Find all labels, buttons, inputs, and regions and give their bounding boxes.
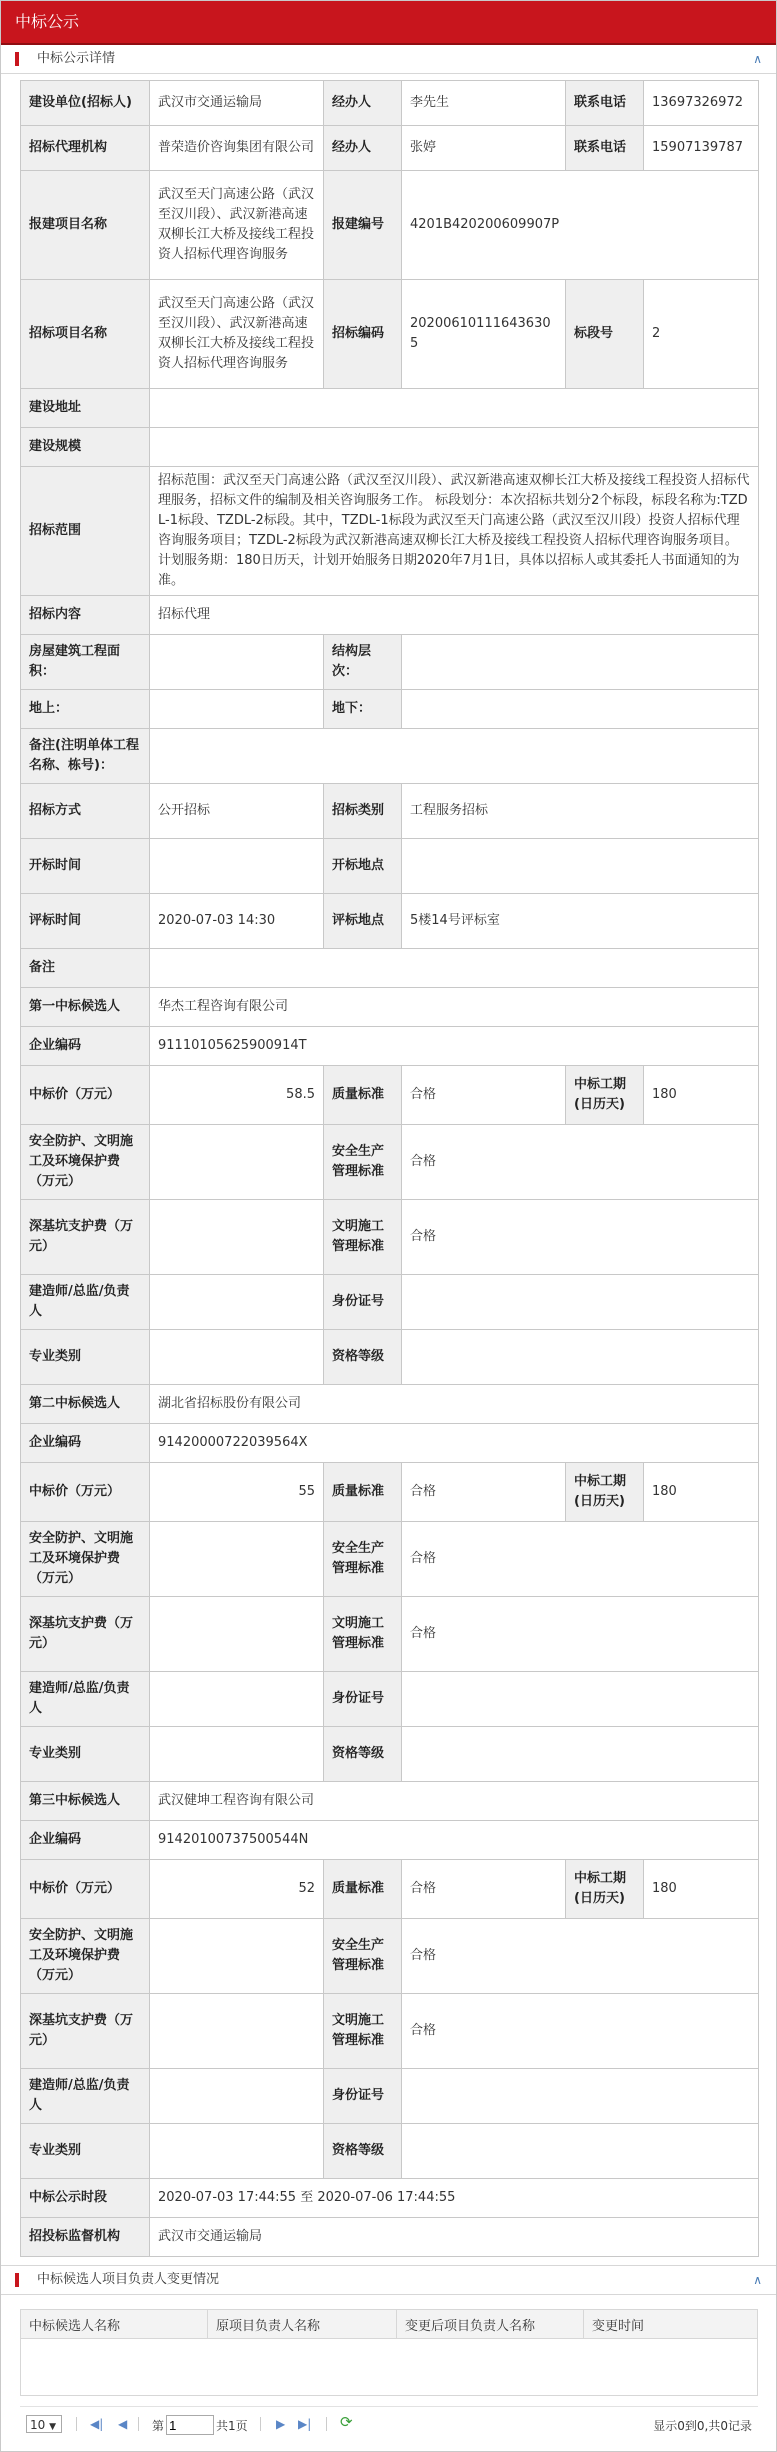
field-label: 资格等级 [324, 1330, 402, 1385]
field-value: 2020-07-03 17:44:55 至 2020-07-06 17:44:55 [150, 2179, 759, 2218]
field-label: 企业编码 [21, 1424, 150, 1463]
field-value: 4201B420200609907P [402, 171, 759, 280]
change-table [20, 2309, 758, 2396]
field-label: 资格等级 [324, 1727, 402, 1782]
pagination-bar [20, 2406, 758, 2443]
field-label: 企业编码 [21, 1027, 150, 1066]
table-row [21, 428, 759, 467]
field-label: 经办人 [324, 81, 402, 126]
field-label: 质量标准 [324, 1860, 402, 1919]
table-row [21, 839, 759, 894]
candidate-row [21, 1597, 759, 1672]
chevron-up-icon[interactable]: ∧ [753, 2273, 762, 2287]
page-number-input[interactable] [166, 2415, 214, 2435]
field-label: 建造师/总监/负责人 [21, 1275, 150, 1330]
field-label: 中标价（万元） [21, 1860, 150, 1919]
bid-price: 52 [150, 1860, 324, 1919]
candidate-title: 第三中标候选人 [21, 1782, 150, 1821]
field-label: 安全生产管理标准 [324, 1919, 402, 1994]
field-label: 招标内容 [21, 596, 150, 635]
field-value [150, 839, 324, 894]
field-label: 身份证号 [324, 2069, 402, 2124]
field-label: 标段号 [566, 280, 644, 389]
field-value [150, 1994, 324, 2069]
field-value: 张婷 [402, 126, 566, 171]
candidate-name: 武汉健坤工程咨询有限公司 [150, 1782, 759, 1821]
column-header[interactable]: 中标候选人名称 [21, 2310, 208, 2339]
candidate-row [21, 1727, 759, 1782]
field-label: 资格等级 [324, 2124, 402, 2179]
quality-standard: 合格 [402, 1463, 566, 1522]
field-value [402, 1275, 759, 1330]
section-header-detail [1, 45, 776, 74]
field-value: 15907139787 [644, 126, 759, 171]
field-value: 工程服务招标 [402, 784, 759, 839]
field-label: 深基坑支护费（万元） [21, 1597, 150, 1672]
field-value [150, 729, 759, 784]
field-value [402, 690, 759, 729]
field-label: 质量标准 [324, 1463, 402, 1522]
section-title: 中标公示详情 [37, 51, 116, 66]
field-label: 安全防护、文明施工及环境保护费（万元） [21, 1125, 150, 1200]
section-header-changes [1, 2265, 776, 2295]
field-label: 招标编码 [324, 280, 402, 389]
records-summary: 显示0到0,共0记录 [653, 2419, 752, 2433]
page-size-select[interactable] [26, 2415, 62, 2433]
field-value [150, 1330, 324, 1385]
column-header[interactable]: 原项目负责人名称 [208, 2310, 397, 2339]
candidate-title: 第一中标候选人 [21, 988, 150, 1027]
page-prefix: 第 [152, 2419, 165, 2433]
field-value: 招标代理 [150, 596, 759, 635]
section-title: 中标候选人项目负责人变更情况 [37, 2272, 220, 2287]
field-label: 经办人 [324, 126, 402, 171]
field-label: 文明施工管理标准 [324, 1994, 402, 2069]
table-row [21, 596, 759, 635]
last-page-icon[interactable]: ▶| [298, 2417, 312, 2431]
field-label: 中标价（万元） [21, 1463, 150, 1522]
candidate-row [21, 1275, 759, 1330]
field-value: 公开招标 [150, 784, 324, 839]
page-size-value: 10 [30, 2418, 46, 2432]
field-value [150, 1200, 324, 1275]
candidate-row [21, 1027, 759, 1066]
field-value [150, 1919, 324, 1994]
bid-period: 180 [644, 1860, 759, 1919]
field-label: 文明施工管理标准 [324, 1200, 402, 1275]
field-value: 普荣造价咨询集团有限公司 [150, 126, 324, 171]
bid-period: 180 [644, 1066, 759, 1125]
previous-page-icon[interactable]: ◀ [118, 2417, 128, 2431]
field-label: 安全生产管理标准 [324, 1522, 402, 1597]
field-value [402, 2069, 759, 2124]
field-value [402, 2124, 759, 2179]
field-value: 2020-07-03 14:30 [150, 894, 324, 949]
column-header[interactable]: 变更后项目负责人名称 [397, 2310, 584, 2339]
candidate-row [21, 1672, 759, 1727]
field-label: 报建项目名称 [21, 171, 150, 280]
candidate-row [21, 2069, 759, 2124]
field-value [150, 949, 759, 988]
field-value: 武汉至天门高速公路（武汉至汉川段）、武汉新港高速双柳长江大桥及接线工程投资人招标代理咨询服务 [150, 280, 324, 389]
field-label: 房屋建筑工程面积： [21, 635, 150, 690]
field-label: 备注 [21, 949, 150, 988]
field-value [150, 2124, 324, 2179]
field-value [150, 1597, 324, 1672]
empty-row [21, 2339, 758, 2396]
table-row [21, 467, 759, 596]
field-label: 招标项目名称 [21, 280, 150, 389]
field-label: 中标工期(日历天) [566, 1860, 644, 1919]
field-label: 结构层次： [324, 635, 402, 690]
candidate-row [21, 1330, 759, 1385]
field-label: 招标代理机构 [21, 126, 150, 171]
total-pages: 共1页 [216, 2419, 248, 2433]
field-value [402, 1672, 759, 1727]
bid-period: 180 [644, 1463, 759, 1522]
field-label: 建造师/总监/负责人 [21, 2069, 150, 2124]
candidate-row [21, 988, 759, 1027]
candidate-row [21, 1994, 759, 2069]
dropdown-arrow-icon: ▼ [49, 2422, 57, 2432]
field-label: 身份证号 [324, 1275, 402, 1330]
field-value: 13697326972 [644, 81, 759, 126]
pager-divider [260, 2417, 261, 2431]
candidate-row [21, 1066, 759, 1125]
bid-detail-body [21, 81, 759, 2257]
field-label: 专业类别 [21, 1727, 150, 1782]
refresh-icon[interactable]: ⟳ [340, 2413, 353, 2431]
table-row [21, 784, 759, 839]
company-code: 91420000722039564X [150, 1424, 759, 1463]
field-value [150, 690, 324, 729]
field-label: 招标范围 [21, 467, 150, 596]
field-value [402, 839, 759, 894]
pager-divider [326, 2417, 327, 2431]
table-row [21, 2218, 759, 2257]
field-value: 武汉至天门高速公路（武汉至汉川段）、武汉新港高速双柳长江大桥及接线工程投资人招标代理咨询服务 [150, 171, 324, 280]
chevron-up-icon[interactable]: ∧ [753, 52, 762, 66]
field-value [402, 635, 759, 690]
civil-standard: 合格 [402, 1200, 759, 1275]
field-label: 建设地址 [21, 389, 150, 428]
bid-price: 55 [150, 1463, 324, 1522]
table-row [21, 729, 759, 784]
field-label: 评标地点 [324, 894, 402, 949]
pager-divider [138, 2417, 139, 2431]
field-value [150, 1672, 324, 1727]
field-label: 专业类别 [21, 1330, 150, 1385]
field-label: 中标工期(日历天) [566, 1463, 644, 1522]
field-label: 评标时间 [21, 894, 150, 949]
candidate-row [21, 1919, 759, 1994]
table-row [21, 171, 759, 280]
field-label: 身份证号 [324, 1672, 402, 1727]
field-value [150, 635, 324, 690]
table-row [21, 949, 759, 988]
company-code: 91110105625900914T [150, 1027, 759, 1066]
table-row [21, 126, 759, 171]
section-marker [15, 52, 19, 66]
candidate-row [21, 1860, 759, 1919]
field-label: 中标价（万元） [21, 1066, 150, 1125]
field-label: 质量标准 [324, 1066, 402, 1125]
civil-standard: 合格 [402, 1994, 759, 2069]
candidate-row [21, 1200, 759, 1275]
candidate-row [21, 1782, 759, 1821]
field-label: 备注(注明单体工程名称、栋号)： [21, 729, 150, 784]
field-value [150, 1125, 324, 1200]
field-value: 202006101116436305 [402, 280, 566, 389]
field-label: 地上： [21, 690, 150, 729]
field-label: 联系电话 [566, 81, 644, 126]
field-value [150, 1522, 324, 1597]
candidate-row [21, 1424, 759, 1463]
candidate-name: 华杰工程咨询有限公司 [150, 988, 759, 1027]
candidate-name: 湖北省招标股份有限公司 [150, 1385, 759, 1424]
safety-standard: 合格 [402, 1522, 759, 1597]
field-label: 深基坑支护费（万元） [21, 1994, 150, 2069]
candidate-row [21, 1522, 759, 1597]
next-page-icon[interactable]: ▶ [276, 2417, 286, 2431]
field-value [402, 1727, 759, 1782]
candidate-row [21, 1385, 759, 1424]
field-label: 开标地点 [324, 839, 402, 894]
field-value: 2 [644, 280, 759, 389]
first-page-icon[interactable]: ◀| [90, 2417, 104, 2431]
field-label: 安全生产管理标准 [324, 1125, 402, 1200]
table-row [21, 389, 759, 428]
table-row [21, 81, 759, 126]
field-value [150, 428, 759, 467]
field-value [150, 389, 759, 428]
field-label: 招标类别 [324, 784, 402, 839]
bid-detail-table [20, 80, 759, 2257]
field-label: 建造师/总监/负责人 [21, 1672, 150, 1727]
quality-standard: 合格 [402, 1066, 566, 1125]
field-label: 专业类别 [21, 2124, 150, 2179]
field-label: 报建编号 [324, 171, 402, 280]
table-row [21, 690, 759, 729]
table-row [21, 280, 759, 389]
field-label: 中标工期(日历天) [566, 1066, 644, 1125]
field-value: 武汉市交通运输局 [150, 2218, 759, 2257]
field-value [150, 2069, 324, 2124]
field-value: 李先生 [402, 81, 566, 126]
table-row [21, 2179, 759, 2218]
field-value [150, 1275, 324, 1330]
field-label: 招投标监督机构 [21, 2218, 150, 2257]
candidate-row [21, 1125, 759, 1200]
field-value: 武汉市交通运输局 [150, 81, 324, 126]
field-label: 企业编码 [21, 1821, 150, 1860]
field-label: 文明施工管理标准 [324, 1597, 402, 1672]
field-label: 招标方式 [21, 784, 150, 839]
field-label: 开标时间 [21, 839, 150, 894]
field-value [150, 1727, 324, 1782]
civil-standard: 合格 [402, 1597, 759, 1672]
field-value: 5楼14号评标室 [402, 894, 759, 949]
column-header[interactable]: 变更时间 [584, 2310, 758, 2339]
page-title: 中标公示 [1, 1, 776, 45]
company-code: 91420100737500544N [150, 1821, 759, 1860]
field-label: 安全防护、文明施工及环境保护费（万元） [21, 1522, 150, 1597]
bid-price: 58.5 [150, 1066, 324, 1125]
field-value: 招标范围：武汉至天门高速公路（武汉至汉川段）、武汉新港高速双柳长江大桥及接线工程投资人招标代理服务，招标文件的编制及相关咨询服务工作。 标段划分：本次招标共划分2个标段，标段名称为:TZDL-1标段、TZDL-2标段。其中，TZDL-1标段为武汉至天门高速公路（武汉至汉川段）投资人招标代理咨询服务项目；TZDL-2标段为武汉新港高速双柳长江大桥及接线工程投资人招标代理咨询服务项目。计划服务期：180日历天，计划开始服务日期2020年7月1日，具体以招标人或其委托人书面通知的为准。 [150, 467, 759, 596]
candidate-title: 第二中标候选人 [21, 1385, 150, 1424]
candidate-row [21, 1821, 759, 1860]
section-marker [15, 2273, 19, 2287]
safety-standard: 合格 [402, 1919, 759, 1994]
table-row [21, 894, 759, 949]
safety-standard: 合格 [402, 1125, 759, 1200]
candidate-row [21, 2124, 759, 2179]
candidate-row [21, 1463, 759, 1522]
change-table-header [21, 2310, 758, 2339]
field-label: 中标公示时段 [21, 2179, 150, 2218]
pager-divider [76, 2417, 77, 2431]
table-row [21, 635, 759, 690]
field-value [402, 1330, 759, 1385]
field-label: 建设规模 [21, 428, 150, 467]
quality-standard: 合格 [402, 1860, 566, 1919]
field-label: 联系电话 [566, 126, 644, 171]
field-label: 深基坑支护费（万元） [21, 1200, 150, 1275]
field-label: 安全防护、文明施工及环境保护费（万元） [21, 1919, 150, 1994]
field-label: 建设单位(招标人) [21, 81, 150, 126]
field-label: 地下： [324, 690, 402, 729]
